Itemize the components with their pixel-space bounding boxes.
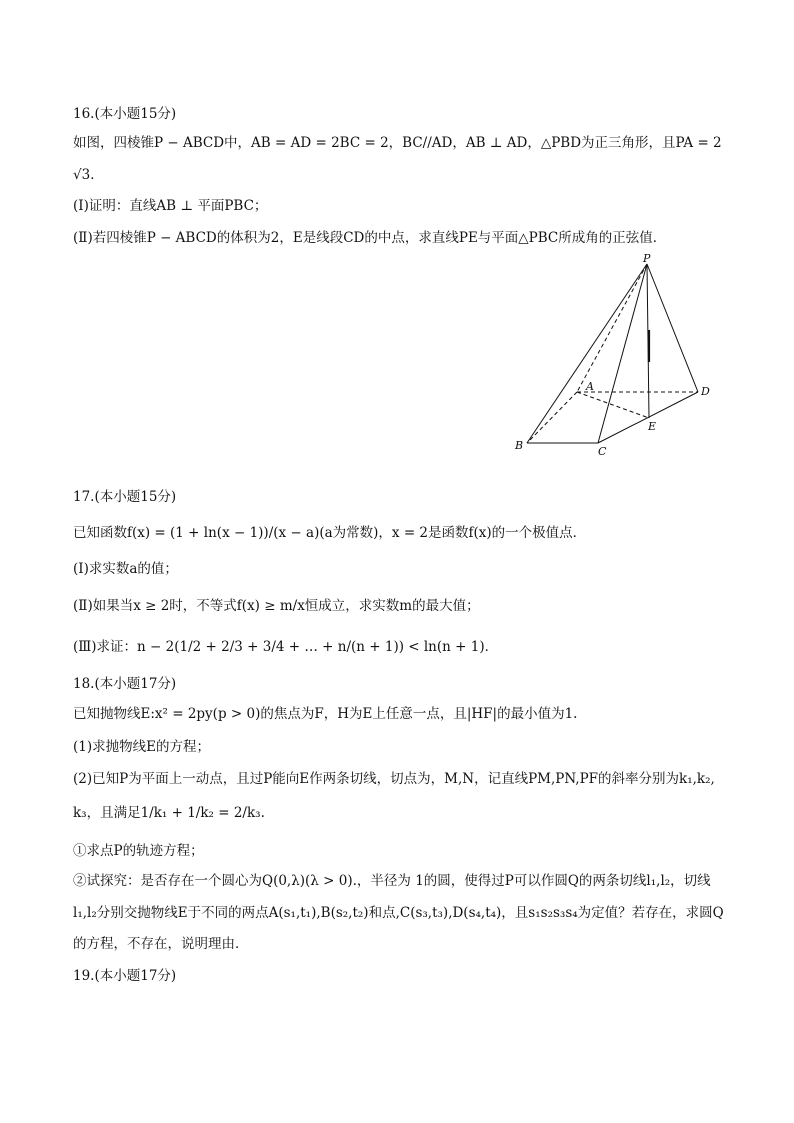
problem-17-part-1: (Ⅰ)求实数a的值； <box>73 561 178 577</box>
problem-19-header: 19.(本小题17分) <box>73 968 177 984</box>
label-p: P <box>643 252 651 265</box>
pyramid-figure <box>510 250 730 460</box>
problem-18-part-1: (1)求抛物线E的方程； <box>73 739 210 755</box>
problem-16-header: 16.(本小题15分) <box>73 106 177 122</box>
problem-18-sub-1: ①求点P的轨迹方程； <box>73 843 204 859</box>
edge-ab <box>527 392 577 443</box>
edge-cd <box>598 392 698 443</box>
problem-18-header: 18.(本小题17分) <box>73 676 177 692</box>
problem-17-part-3: (Ⅲ)求证：n − 2(1/2 + 2/3 + 3/4 + … + n/(n + 1)) < ln(n + 1)． <box>73 639 499 655</box>
label-e: E <box>648 420 657 433</box>
label-b: B <box>515 439 524 452</box>
edge-pa <box>577 264 647 392</box>
problem-16-statement-cont: √3． <box>73 167 104 183</box>
problem-16-part-2: (Ⅱ)若四棱锥P − ABCD的体积为2，E是线段CD的中点，求直线PE与平面△PBC所成角的正弦值． <box>73 230 667 246</box>
problem-18-part-2: (2)已知P为平面上一动点，且过P能向E作两条切线，切点为，M,N，记直线PM,PN,PF的斜率分别为k₁,k₂, <box>73 771 715 787</box>
problem-16-statement: 如图，四棱锥P − ABCD中，AB = AD = 2BC = 2，BC//AD，AB ⊥ AD，△PBD为正三角形，且PA = 2 <box>73 135 722 151</box>
problem-17-part-2: (Ⅱ)如果当x ≥ 2时，不等式f(x) ≥ m/x恒成立，求实数m的最大值； <box>73 598 480 614</box>
edge-pd <box>647 264 698 392</box>
problem-17-statement: 已知函数f(x) = (1 + ln(x − 1))/(x − a)(a为常数)，x = 2是函数f(x)的一个极值点． <box>73 525 587 541</box>
problem-16-part-1: (Ⅰ)证明：直线AB ⊥ 平面PBC； <box>73 198 268 214</box>
label-d: D <box>701 385 710 398</box>
label-c: C <box>598 445 607 458</box>
problem-18-sub-2-end: 的方程，不存在，说明理由． <box>73 936 249 952</box>
problem-17-header: 17.(本小题15分) <box>73 489 177 505</box>
problem-18-sub-2-cont: l₁,l₂分别交抛物线E于不同的两点A(s₁,t₁),B(s₂,t₂)和点,C(s₃,t₃),D(s₄,t₄)，且s₁s₂s₃s₄为定值？若存在，求圆Q <box>73 905 724 921</box>
edge-pb <box>527 264 647 443</box>
edge-pc <box>598 264 647 443</box>
problem-18-part-2-cont: k₃，且满足1/k₁ + 1/k₂ = 2/k₃. <box>73 805 265 821</box>
segment-ae <box>577 392 649 418</box>
problem-18-statement: 已知抛物线E:x² = 2py(p > 0)的焦点为F，H为E上任意一点，且|HF|的最小值为1. <box>73 706 578 722</box>
label-a: A <box>586 380 594 393</box>
problem-18-sub-2: ②试探究：是否存在一个圆心为Q(0,λ)(λ > 0).，半径为 1的圆，使得过P可以作圆Q的两条切线l₁,l₂，切线 <box>73 873 711 889</box>
